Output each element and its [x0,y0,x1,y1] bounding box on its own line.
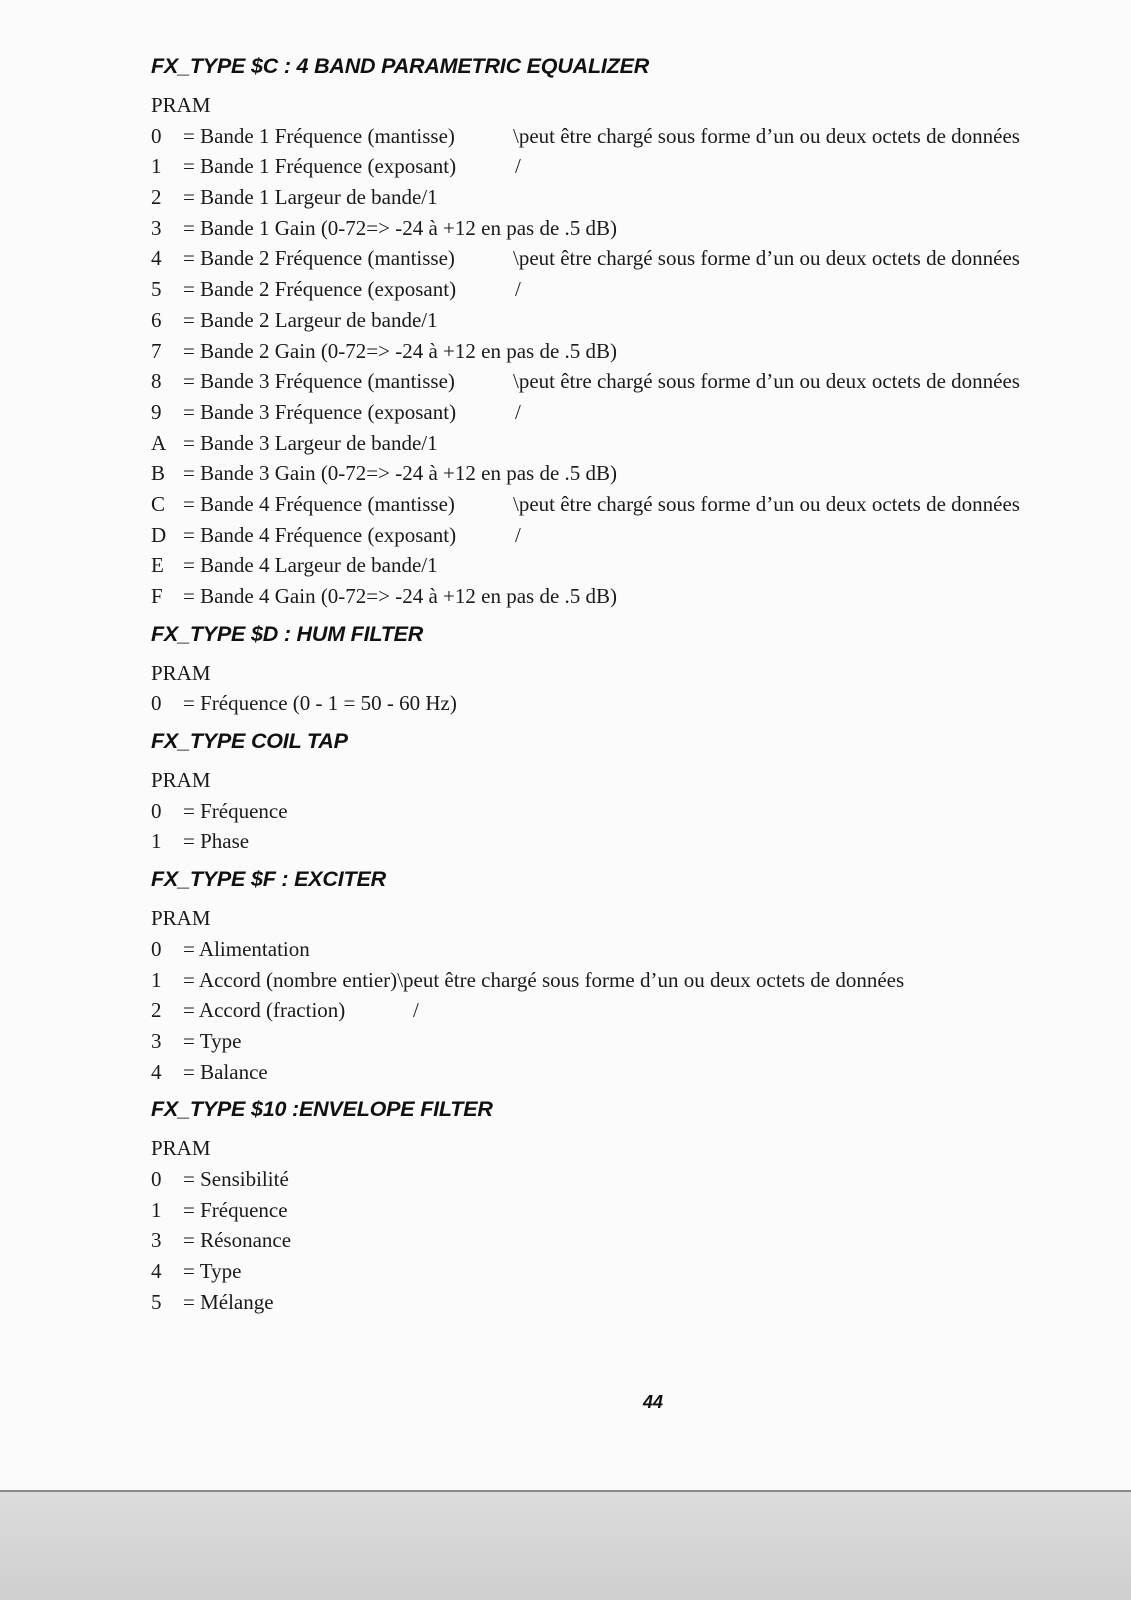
param-description: = Fréquence [183,798,288,823]
section-heading: FX_TYPE $10 :ENVELOPE FILTER [151,1097,493,1122]
param-row [151,520,1111,551]
param-note: \peut être chargé sous forme d’un ou deux octets de données [397,967,905,992]
param-index: 2 [151,998,162,1023]
param-note: \peut être chargé sous forme d’un ou deux octets de données [513,246,1020,271]
param-row [151,826,1111,857]
param-index: E [151,553,164,578]
param-index: 0 [151,798,162,823]
param-index: C [151,491,166,516]
param-description: = Bande 2 Fréquence (mantisse) [183,246,455,271]
page-content [151,48,1111,1317]
param-description: = Résonance [183,1228,292,1253]
param-row [151,995,1111,1026]
param-index: 1 [151,967,162,992]
param-row [151,151,1111,182]
param-index: 3 [151,215,162,240]
param-row [151,397,1111,428]
pram-label: PRAM [151,906,211,931]
param-index: 1 [151,829,162,854]
param-row [151,336,1111,367]
param-description: = Bande 2 Largeur de bande/1 [183,307,438,332]
param-note: \peut être chargé sous forme d’un ou deux octets de données [513,369,1020,394]
section-envelope-filter [151,1091,1111,1317]
param-row [151,121,1111,152]
param-index: 4 [151,1059,162,1084]
section-hum-filter [151,616,1111,719]
param-description: = Mélange [183,1289,274,1314]
param-row [151,1164,1111,1195]
param-row [151,1225,1111,1256]
param-description: = Bande 1 Gain (0-72=> -24 à +12 en pas de .5 dB) [183,215,618,240]
pram-label: PRAM [151,768,211,793]
section-exciter [151,861,1111,1087]
param-description: = Fréquence (0 - 1 = 50 - 60 Hz) [183,691,457,716]
param-index: 7 [151,338,162,363]
param-index: 5 [151,1289,162,1314]
section-heading: FX_TYPE $C : 4 BAND PARAMETRIC EQUALIZER [151,54,650,78]
param-index: 3 [151,1028,162,1053]
param-index: 5 [151,277,162,302]
param-description: = Alimentation [183,936,310,961]
param-slash: / [515,399,521,424]
param-index: 6 [151,307,162,332]
param-note: \peut être chargé sous forme d’un ou deux octets de données [513,123,1020,148]
param-description: = Type [183,1259,242,1283]
param-index: 2 [151,185,162,210]
param-index: 9 [151,399,162,424]
param-index: 1 [151,1197,162,1222]
param-description: = Accord (nombre entier) [183,967,398,992]
param-index: 4 [151,246,162,271]
section-heading: FX_TYPE $F : EXCITER [151,867,386,892]
param-row [151,458,1111,489]
param-description: = Bande 4 Gain (0-72=> -24 à +12 en pas de .5 dB) [183,584,618,608]
section-parametric-eq [151,48,1111,612]
param-row [151,213,1111,244]
param-row [151,182,1111,213]
param-description: = Phase [183,829,250,854]
param-description: = Sensibilité [183,1166,289,1191]
param-row [151,1057,1111,1088]
page-number: 44 [643,1392,664,1412]
param-row [151,796,1111,827]
param-description: = Bande 4 Fréquence (exposant) [183,522,457,547]
param-description: = Bande 1 Fréquence (mantisse) [183,123,455,148]
param-description: = Bande 3 Gain (0-72=> -24 à +12 en pas de .5 dB) [183,461,618,486]
param-description: = Balance [183,1059,268,1084]
section-coil-tap [151,723,1111,857]
section-heading: FX_TYPE $D : HUM FILTER [151,621,424,646]
param-index: B [151,461,166,486]
scan-background [0,1492,1131,1600]
param-slash: / [515,277,521,302]
param-slash: / [413,998,419,1023]
param-row [151,1287,1111,1318]
param-row [151,428,1111,459]
param-index: 0 [151,691,162,716]
param-row [151,688,1111,719]
param-row [151,550,1111,581]
param-row [151,934,1111,965]
param-description: = Accord (fraction) [183,998,346,1023]
param-description: = Bande 2 Fréquence (exposant) [183,277,457,302]
param-description: = Bande 3 Fréquence (exposant) [183,399,457,424]
param-description: = Fréquence [183,1197,288,1222]
param-row [151,305,1111,336]
param-row [151,1256,1111,1287]
param-index: 0 [151,1166,162,1191]
param-description: = Bande 1 Largeur de bande/1 [183,185,438,210]
param-description: = Bande 1 Fréquence (exposant) [183,154,457,179]
param-slash: / [515,522,521,547]
param-index: 0 [151,123,162,148]
pram-label: PRAM [151,660,211,685]
param-description: = Type [183,1028,242,1053]
param-index: 1 [151,154,162,179]
section-heading: FX_TYPE COIL TAP [151,729,348,754]
param-note: \peut être chargé sous forme d’un ou deux octets de données [513,491,1020,516]
param-index: 3 [151,1228,162,1253]
param-index: 0 [151,936,162,961]
param-description: = Bande 4 Largeur de bande/1 [183,553,438,578]
param-index: 4 [151,1259,162,1283]
param-row [151,581,1111,612]
param-row [151,274,1111,305]
param-description: = Bande 3 Fréquence (mantisse) [183,369,455,394]
param-index: A [151,430,167,455]
param-row [151,1026,1111,1057]
param-description: = Bande 4 Fréquence (mantisse) [183,491,455,516]
pram-label: PRAM [151,1136,211,1161]
param-row [151,243,1111,274]
param-row [151,1195,1111,1226]
param-index: 8 [151,369,162,394]
param-row [151,965,1111,996]
param-description: = Bande 3 Largeur de bande/1 [183,430,438,455]
param-index: F [151,584,163,608]
param-index: D [151,522,167,547]
param-row [151,366,1111,397]
pram-label: PRAM [151,93,211,117]
param-description: = Bande 2 Gain (0-72=> -24 à +12 en pas de .5 dB) [183,338,618,363]
param-row [151,489,1111,520]
param-slash: / [515,154,521,179]
